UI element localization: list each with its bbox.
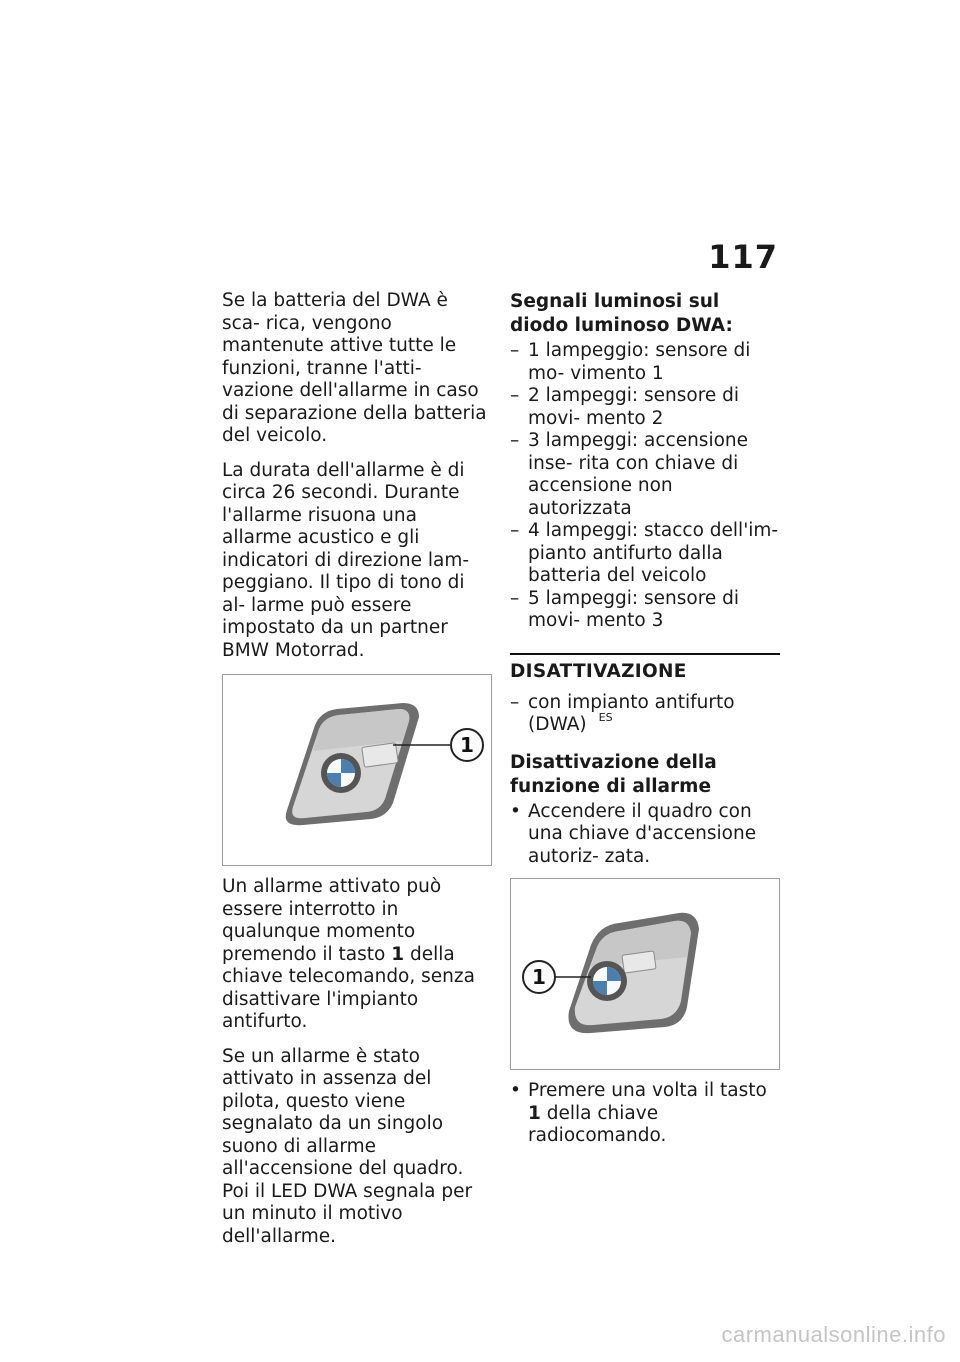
key-fob-illustration [223, 675, 491, 865]
country-code: ES [598, 711, 613, 724]
condition-list [510, 692, 780, 739]
signal-item: – 5 lampeggi: sensore di movi- mento 3 [510, 588, 780, 633]
paragraph-battery: Se la batteria del DWA è sca- rica, vengono mantenute attive tutte le funzioni, tranne l'atti- vazione dell'allarme in caso di separazione della batteria del veicolo. [222, 290, 487, 446]
signal-item: – 4 lampeggi: stacco dell'im- pianto antifurto dalla batteria del veicolo [510, 520, 780, 588]
signal-item: – 2 lampeggi: sensore di movi- mento 2 [510, 385, 780, 430]
reference-key-1: 1 [528, 1102, 541, 1124]
condition-item: – con impianto antifurto (DWA) $^{ES}$ [510, 692, 780, 739]
key-fob-illustration [511, 879, 779, 1069]
reference-key-1: 1 [391, 943, 405, 965]
page-number: 117 [708, 238, 778, 276]
right-column [510, 290, 780, 1148]
left-column [222, 290, 490, 1260]
callout-1: 1 [532, 965, 546, 989]
watermark: carmanualsonline.info [721, 1322, 946, 1347]
step-item: • Accendere il quadro con una chiave d'accensione autoriz- zata. [510, 801, 780, 869]
steps-list-2 [510, 1080, 780, 1148]
paragraph-interrupt-alarm: Un allarme attivato può essere interrotto in qualunque momento premendo il tasto 1 della chiave telecomando, senza disattivare l'impianto antifurto. [222, 876, 475, 1032]
step-item: • Premere una volta il tasto 1 della chiave radiocomando. [510, 1080, 780, 1148]
signals-heading: Segnali luminosi sul diodo luminoso DWA: [510, 291, 733, 336]
signal-item: – 1 lampeggio: sensore di mo- vimento 1 [510, 340, 780, 385]
paragraph-absence-alarm: Se un allarme è stato attivato in assenza del pilota, questo viene segnalato da un singolo suono di allarme all'accensione del quadro. Poi il LED DWA segnala per un minuto il motivo dell'allarme. [222, 1045, 473, 1247]
steps-list-1 [510, 801, 780, 869]
section-heading: DISATTIVAZIONE [510, 660, 687, 682]
signals-list [510, 340, 780, 633]
key-figure-left [222, 674, 492, 866]
section-divider [510, 653, 780, 655]
subsection-heading: Disattivazione della funzione di allarme [510, 751, 717, 797]
signal-item: – 3 lampeggi: accensione inse- rita con chiave di accensione non autorizzata [510, 430, 780, 520]
key-figure-right [510, 878, 780, 1070]
paragraph-alarm-duration: La durata dell'allarme è di circa 26 secondi. Durante l'allarme risuona una allarme acustico e gli indicatori di direzione lam- peggiano. Il tipo di tono di al- larme può essere impostato da un partner BMW Motorrad. [222, 459, 470, 661]
callout-1: 1 [460, 733, 474, 757]
